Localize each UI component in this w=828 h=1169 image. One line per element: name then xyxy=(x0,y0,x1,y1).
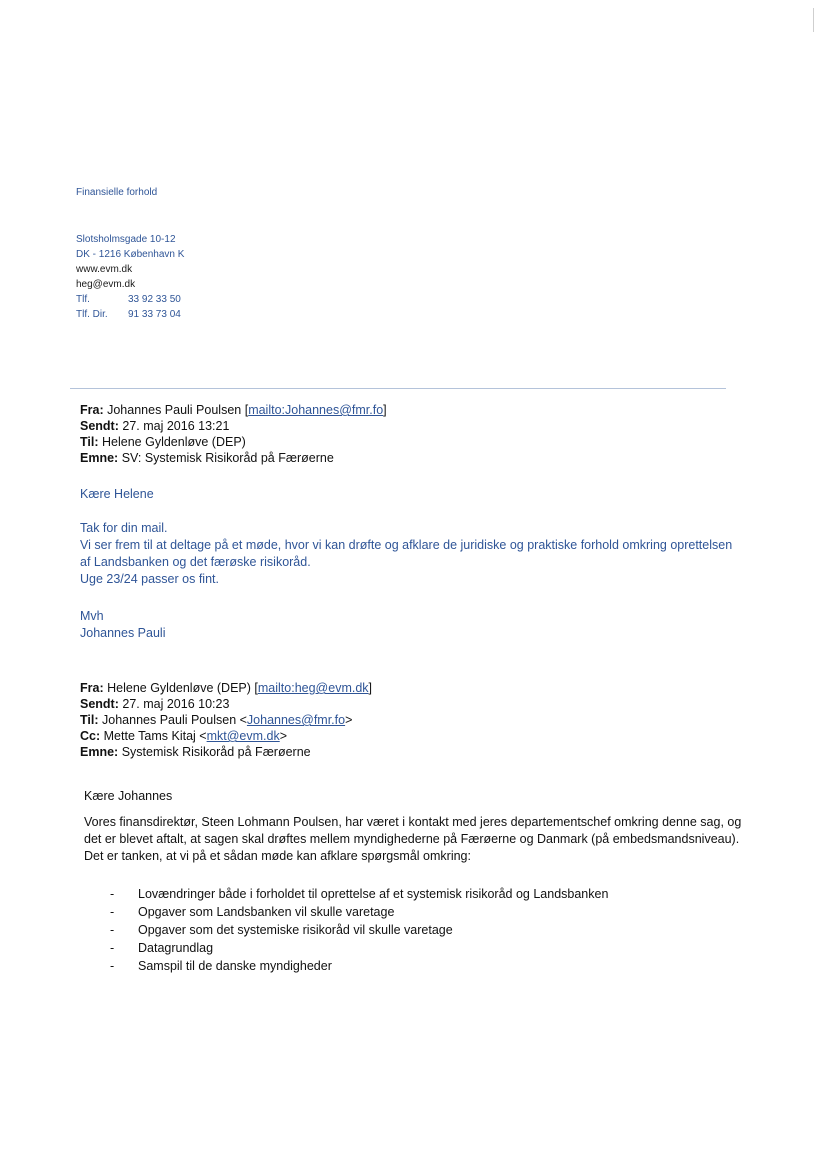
direct-phone-number: 91 33 73 04 xyxy=(128,309,181,320)
scan-edge-mark xyxy=(813,8,814,32)
email1-closing: Mvh xyxy=(80,609,104,623)
email2-subject: Systemisk Risikoråd på Færøerne xyxy=(121,745,311,759)
email1-signoff xyxy=(80,608,165,642)
email1-from: Johannes Pauli Poulsen xyxy=(107,403,242,417)
email2-sent-row xyxy=(80,696,372,712)
email1-sent-row xyxy=(80,418,387,434)
email2-greeting: Kære Johannes xyxy=(84,789,173,803)
email1-to: Helene Gyldenløve (DEP) xyxy=(102,435,246,449)
email2-from-link[interactable]: mailto:heg@evm.dk xyxy=(257,681,369,695)
sent-label: Sendt: xyxy=(80,697,119,711)
signature-department: Finansielle forhold xyxy=(76,187,158,198)
email1-subject: SV: Systemisk Risikoråd på Færøerne xyxy=(121,451,334,465)
list-item: - Opgaver som det systemiske risikoråd vil skulle varetage xyxy=(110,923,453,937)
email1-subject-row xyxy=(80,450,387,466)
email2-sent: 27. maj 2016 10:23 xyxy=(122,697,230,711)
to-label: Til: xyxy=(80,435,99,449)
bullet-dash: - xyxy=(110,959,115,973)
email1-to-row xyxy=(80,434,387,450)
email2-cc-link[interactable]: mkt@evm.dk xyxy=(206,729,280,743)
subject-label: Emne: xyxy=(80,451,119,465)
email1-header xyxy=(80,402,387,466)
email2-cc-row: Cc: Mette Tams Kitaj <mkt@evm.dk> xyxy=(80,729,288,743)
list-item: - Samspil til de danske myndigheder xyxy=(110,959,332,973)
list-item: - Lovændringer både i forholdet til oprettelse af et systemisk risikoråd og Landsbanken xyxy=(110,887,609,901)
from-label: Fra: xyxy=(80,403,104,417)
email2-from: Helene Gyldenløve (DEP) xyxy=(107,681,251,695)
email1-from-row: Fra: Johannes Pauli Poulsen [mailto:Johannes@fmr.fo] xyxy=(80,403,387,417)
list-item: - Opgaver som Landsbanken vil skulle varetage xyxy=(110,905,395,919)
signature-address-block xyxy=(76,232,184,322)
email1-sent: 27. maj 2016 13:21 xyxy=(122,419,230,433)
signature-city: DK - 1216 København K xyxy=(76,249,185,260)
email2-to-link[interactable]: Johannes@fmr.fo xyxy=(246,713,346,727)
signature-direct-row xyxy=(76,307,184,322)
email2-header xyxy=(80,680,372,760)
topic-list xyxy=(110,885,608,975)
email2-body: Vores finansdirektør, Steen Lohmann Poulsen, har været i kontakt med jeres departementschef omkring denne sag, og det er blevet aftalt, at sagen skal drøftes mellem myndighederne på Færøerne og Danmark (på embedsmandsniveau). Det er tanken, at vi på et sådan møde kan afklare spørgsmål omkring: xyxy=(84,815,742,863)
header-divider xyxy=(70,388,726,389)
signature-phone-row xyxy=(76,292,184,307)
email1-line: Uge 23/24 passer os fint. xyxy=(80,572,219,586)
email2-to-row: Til: Johannes Pauli Poulsen <Johannes@fmr.fo> xyxy=(80,713,353,727)
to-label: Til: xyxy=(80,713,99,727)
bullet-dash: - xyxy=(110,923,115,937)
email1-line: Vi ser frem til at deltage på et møde, hvor vi kan drøfte og afklare de juridiske og praktiske forhold omkring oprettelsen af Landsbanken og det færøske risikoråd. xyxy=(80,538,733,569)
email1-signer: Johannes Pauli xyxy=(80,626,166,640)
direct-phone-label: Tlf. Dir. xyxy=(76,309,108,320)
email2-subject-row xyxy=(80,744,372,760)
signature-street: Slotsholmsgade 10-12 xyxy=(76,234,176,245)
cc-label: Cc: xyxy=(80,729,101,743)
phone-number: 33 92 33 50 xyxy=(128,294,181,305)
subject-label: Emne: xyxy=(80,745,119,759)
list-item: - Datagrundlag xyxy=(110,941,214,955)
sent-label: Sendt: xyxy=(80,419,119,433)
email1-from-link[interactable]: mailto:Johannes@fmr.fo xyxy=(248,403,384,417)
signature-web-link[interactable]: www.evm.dk xyxy=(76,264,133,275)
bullet-dash: - xyxy=(110,941,115,955)
email1-greeting: Kære Helene xyxy=(80,487,154,501)
email2-from-row: Fra: Helene Gyldenløve (DEP) [mailto:heg@evm.dk] xyxy=(80,681,373,695)
email2-cc: Mette Tams Kitaj xyxy=(103,729,196,743)
email1-body xyxy=(80,520,740,588)
email2-to: Johannes Pauli Poulsen xyxy=(102,713,237,727)
from-label: Fra: xyxy=(80,681,104,695)
signature-email-link[interactable]: heg@evm.dk xyxy=(76,279,136,290)
email1-line: Tak for din mail. xyxy=(80,521,168,535)
phone-label: Tlf. xyxy=(76,294,90,305)
bullet-dash: - xyxy=(110,887,115,901)
bullet-dash: - xyxy=(110,905,115,919)
